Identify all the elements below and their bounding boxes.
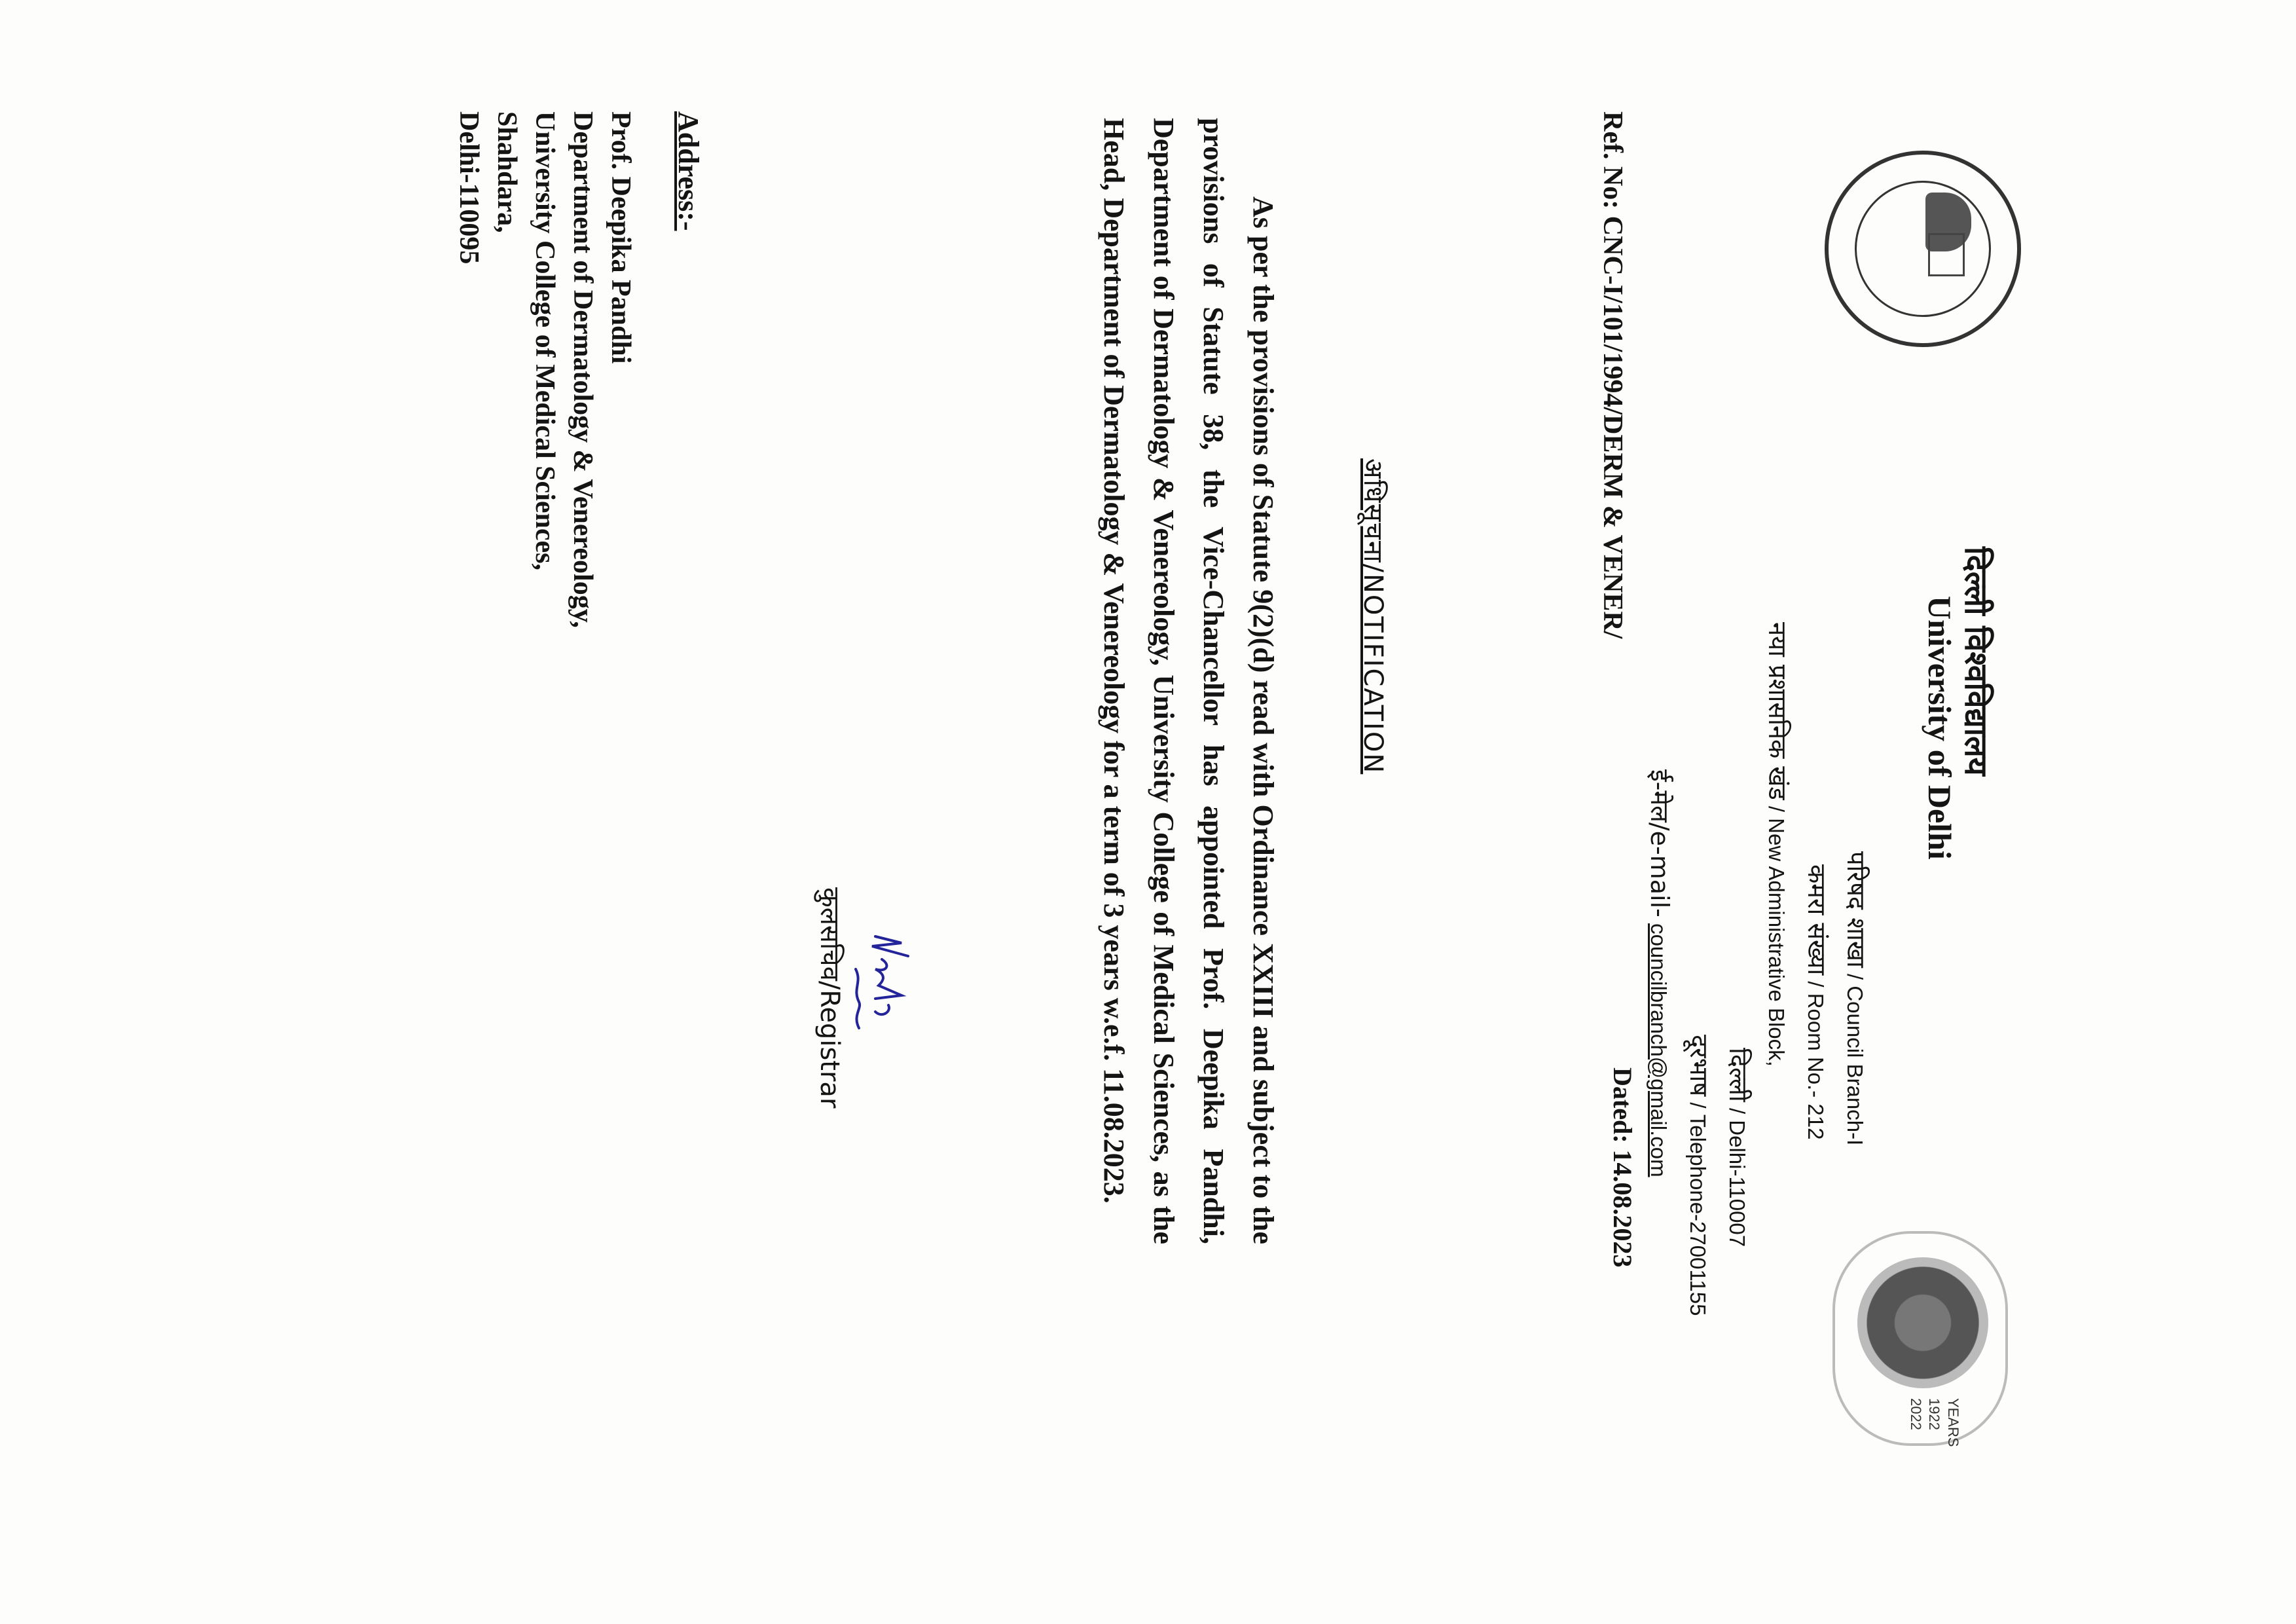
city-hindi: दिल्ली: [1724, 1048, 1753, 1102]
date-line: Dated: 14.08.2023: [1608, 1067, 1637, 1268]
city-line: [1722, 1048, 1756, 1247]
phone-english: / Telephone-27001155: [1686, 1102, 1710, 1316]
email-address: councilbranch@gmail.com: [1647, 923, 1671, 1177]
city-english: / Delhi-110007: [1725, 1107, 1749, 1247]
branch-hindi: परिषद शाखा: [1842, 851, 1870, 968]
room-hindi: कमरा संख्या: [1802, 864, 1831, 976]
centenary-emblem-icon: [1818, 1218, 2008, 1454]
body-paragraph: As per the provisions of Statute 9(2)(d) read with Ordinance XXIII and subject to the provisions of Statute 38, the Vice-Chancellor has appointed Prof. Deepika Pandhi, Department of Dermatology & Venereology, University College of Medical Sciences, as the Head, Department of Dermatology & Venereology for a term of 3 years w.e.f. 11.08.2023.: [1098, 118, 1279, 1244]
emblem-years-range: 1922 2022: [1907, 1398, 1943, 1430]
address-line: Shahdara,: [492, 111, 522, 233]
email-line: [1643, 769, 1677, 1177]
emblem-years-label: YEARS: [1945, 1398, 1961, 1447]
registrar-signature-icon: [836, 930, 928, 1061]
room-line: [1800, 864, 1834, 1139]
reference-number: Ref. No: CNC-I/101/1994/DERM & VENER/: [1597, 111, 1628, 639]
notification-body: [1089, 118, 1288, 1244]
building-hindi: नया प्रशासनिक खंड: [1763, 622, 1792, 800]
phone-line: [1683, 1035, 1717, 1316]
address-label: Address:-: [672, 111, 704, 231]
room-english: / Room No.- 212: [1804, 981, 1828, 1140]
address-line: Department of Dermatology & Venereology,: [568, 111, 598, 628]
building-english: / New Administrative Block,: [1764, 805, 1789, 1067]
university-seal-icon: [1825, 151, 2021, 347]
notification-title: अधिसूचना/NOTIFICATION: [1358, 458, 1388, 775]
email-label: ई-मेल/e-mail-: [1645, 769, 1674, 917]
address-block: [450, 111, 640, 628]
university-name-hindi: दिल्ली विश्वविद्यालय: [1958, 547, 1994, 776]
address-line: University College of Medical Sciences,: [530, 111, 560, 570]
address-line: Prof. Deepika Pandhi: [606, 111, 636, 364]
branch-english: / Council Branch-I: [1843, 973, 1867, 1146]
building-line: [1761, 622, 1795, 1067]
university-name-english: University of Delhi: [1922, 596, 1958, 860]
branch-line: [1840, 851, 1874, 1145]
signatory-title: कुलसचिव/Registrar: [814, 887, 845, 1109]
address-line: Delhi-110095: [454, 111, 484, 265]
phone-hindi: दूरभाष: [1685, 1035, 1713, 1097]
